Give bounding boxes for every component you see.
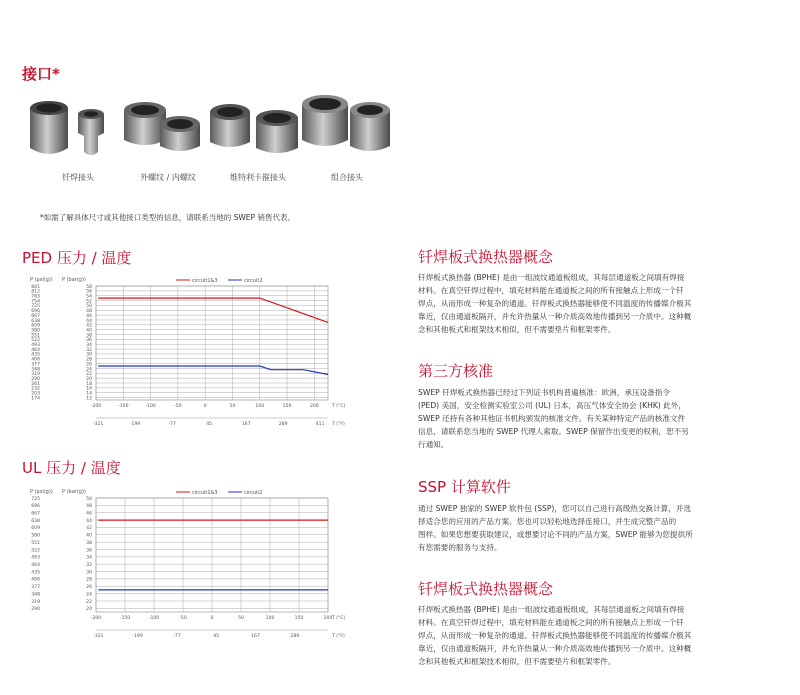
x-tick-f: 289: [290, 634, 300, 639]
right-axis-label: P (bar(g)): [62, 277, 86, 283]
y-tick-bar: 46: [86, 313, 92, 319]
right-axis-label: P (bar(g)): [62, 489, 86, 495]
x-tick-c: -50: [174, 404, 182, 409]
section-body: [418, 386, 783, 451]
x-tick-f: 45: [213, 634, 220, 639]
y-tick-psi: 493: [31, 555, 40, 561]
y-tick-bar: 26: [86, 585, 92, 591]
x-tick-f: -77: [173, 634, 181, 639]
x-tick-c: 150: [294, 616, 304, 621]
legend-label: circuit2: [244, 490, 263, 496]
x-tick-f: -199: [132, 634, 143, 639]
y-tick-bar: 42: [86, 526, 92, 532]
x-tick-c: 50: [238, 616, 244, 621]
y-tick-psi: 348: [31, 367, 40, 373]
combination-connection-icon: [298, 86, 398, 166]
y-tick-bar: 48: [86, 504, 92, 510]
y-tick-bar: 12: [86, 396, 92, 402]
y-tick-bar: 22: [86, 599, 92, 605]
section-line: 材料。在真空钎焊过程中，填充材料能在通道板之间的所有接触点上形成一个钎: [418, 286, 684, 295]
x-tick-f: -321: [93, 634, 104, 639]
section-line: 钎焊板式换热器 (BPHE) 是由一组波纹通道板组成，其每层通道板之间填有焊接: [418, 273, 685, 282]
x-tick-c: 200: [309, 404, 319, 409]
section-body: [418, 603, 783, 668]
section-line: 靠近，仅由通道板隔开，并允许热量从一种介质高效地传播到另一介质中。这种概: [418, 312, 692, 321]
y-tick-bar: 44: [86, 318, 92, 324]
y-tick-psi: 638: [31, 518, 40, 524]
x-tick-f: 167: [251, 634, 260, 639]
y-tick-psi: 290: [31, 607, 40, 613]
x-label-bottom: T (°F): [332, 422, 345, 427]
section-title: 钎焊板式换热器概念: [418, 580, 554, 598]
y-tick-psi: 232: [31, 386, 40, 392]
ped-chart: [28, 272, 348, 428]
y-tick-bar: 36: [86, 338, 92, 344]
y-tick-bar: 18: [86, 381, 92, 387]
y-tick-bar: 46: [86, 511, 92, 517]
section-body: [418, 271, 783, 336]
y-tick-psi: 812: [31, 289, 40, 295]
y-tick-psi: 203: [31, 391, 40, 397]
ul-chart: [28, 484, 348, 640]
x-tick-f: -199: [129, 422, 141, 427]
section-line: (PED) 美国，安全检测实验室公司 (UL) 日本，高压气体安全协会 (KHK) 此外，: [418, 401, 686, 410]
y-tick-psi: 667: [31, 511, 40, 517]
x-label-top: T (°C): [332, 616, 346, 621]
section-line: 材料。在真空钎焊过程中，填充材料能在通道板之间的所有接触点上形成一个钎: [418, 618, 684, 627]
y-tick-psi: 174: [31, 396, 40, 402]
section-line: 念和其他板式和框架技术相似，但不需要垫片和框架零件。: [418, 325, 616, 334]
y-tick-bar: 28: [86, 357, 92, 363]
section-line: 靠近，仅由通道板隔开，并允许热量从一种介质高效地传播到另一介质中。这种概: [418, 644, 692, 653]
section-line: 钎焊板式换热器 (BPHE) 是由一组波纹通道板组成，其每层通道板之间填有焊接: [418, 605, 685, 614]
connection-label: 维特利卡箍接头: [230, 173, 286, 182]
y-tick-bar: 56: [86, 289, 92, 295]
y-tick-bar: 58: [86, 284, 92, 290]
y-tick-bar: 32: [86, 347, 92, 353]
y-tick-bar: 54: [86, 294, 92, 300]
y-tick-bar: 34: [86, 555, 92, 561]
y-tick-psi: 522: [31, 338, 40, 344]
y-tick-psi: 261: [31, 381, 40, 387]
y-tick-bar: 30: [86, 352, 92, 358]
ul-chart-title: UL 压力 / 温度: [22, 459, 121, 477]
y-tick-psi: 841: [31, 284, 40, 290]
section-body: [418, 502, 783, 554]
y-tick-bar: 38: [86, 540, 92, 546]
y-tick-bar: 42: [86, 323, 92, 329]
y-tick-bar: 24: [86, 367, 92, 373]
y-tick-psi: 783: [31, 294, 40, 300]
section-line: 择适合您的应用的产品方案。您也可以轻松地选择连接口，并生成完整产品的: [418, 517, 677, 526]
x-tick-c: 200: [323, 616, 333, 621]
y-tick-psi: 493: [31, 343, 40, 349]
legend-label: circuit1&3: [192, 278, 218, 284]
x-tick-f: 411: [315, 422, 325, 427]
y-tick-psi: 319: [31, 599, 40, 605]
section-title: 第三方核准: [418, 362, 494, 380]
y-tick-psi: 580: [31, 533, 40, 539]
connections-title: 接口*: [22, 65, 60, 83]
y-tick-psi: 377: [31, 585, 40, 591]
section-line: 图样。如果您想要获取建议，或想要讨论不同的产品方案，SWEP 能够为您提供所: [418, 530, 693, 539]
section-line: 焊点，从而形成一种复杂的通道。钎焊板式换热器能够使不同温度的传播媒介极其: [418, 631, 692, 640]
y-tick-bar: 50: [86, 496, 92, 502]
y-tick-bar: 20: [86, 607, 92, 613]
x-tick-c: -150: [119, 616, 131, 621]
y-tick-psi: 551: [31, 333, 40, 339]
y-tick-bar: 50: [86, 304, 92, 310]
y-tick-psi: 290: [31, 376, 40, 382]
y-tick-psi: 406: [31, 577, 40, 583]
y-tick-psi: 435: [31, 570, 40, 576]
y-tick-bar: 20: [86, 376, 92, 382]
section-line: SWEP 还持有各种其他证书机构颁发的核准文件。有关某种特定产品的核准文件: [418, 414, 686, 423]
connection-label: 组合接头: [331, 173, 363, 182]
x-tick-c: 100: [255, 404, 265, 409]
section-line: SWEP 钎焊板式换热器已经过下列证书机构普遍核准：欧洲，承压设备指令: [418, 388, 670, 397]
y-tick-bar: 24: [86, 592, 92, 598]
left-axis-label: P (psi(g)): [30, 489, 53, 495]
y-tick-psi: 638: [31, 318, 40, 324]
section-line: 念和其他板式和框架技术相似，但不需要垫片和框架零件。: [418, 657, 616, 666]
section-line: 焊点，从而形成一种复杂的通道。钎焊板式换热器能够使不同温度的传播媒介极其: [418, 299, 692, 308]
victaulic-connection-icon: [206, 88, 306, 168]
x-tick-c: -100: [148, 616, 160, 621]
left-axis-label: P (psi(g)): [30, 277, 53, 283]
legend-label: circuit2: [244, 278, 263, 284]
y-tick-bar: 34: [86, 343, 92, 349]
y-tick-bar: 26: [86, 362, 92, 368]
y-tick-bar: 22: [86, 372, 92, 378]
y-tick-psi: 406: [31, 357, 40, 363]
y-tick-bar: 28: [86, 577, 92, 583]
y-tick-psi: 348: [31, 592, 40, 598]
section-line: 有您需要的服务与支持。: [418, 543, 502, 552]
legend-label: circuit1&3: [192, 490, 218, 496]
x-tick-c: -100: [145, 404, 156, 409]
y-tick-psi: 377: [31, 362, 40, 368]
x-tick-f: -77: [168, 422, 176, 427]
y-tick-bar: 40: [86, 533, 92, 539]
x-label-bottom: T (°F): [332, 634, 345, 639]
y-tick-psi: 696: [31, 504, 40, 510]
y-tick-psi: 319: [31, 372, 40, 378]
connection-label: 外螺纹 / 内螺纹: [140, 173, 196, 182]
y-tick-bar: 40: [86, 328, 92, 334]
section-title: SSP 计算软件: [418, 478, 511, 496]
section-line: 通过 SWEP 独家的 SWEP 软件包 (SSP)，您可以自己进行高级热交换计算，并选: [418, 504, 692, 513]
y-tick-bar: 36: [86, 548, 92, 554]
section-line: 信息，请联系您当地的 SWEP 代理人索取。SWEP 保留作出变更的权利，恕不另: [418, 427, 689, 436]
x-tick-f: 289: [278, 422, 288, 427]
x-tick-f: 45: [206, 422, 213, 427]
y-tick-psi: 754: [31, 299, 40, 305]
y-tick-psi: 580: [31, 328, 40, 334]
y-tick-psi: 609: [31, 526, 40, 532]
y-tick-psi: 696: [31, 309, 40, 315]
x-tick-c: 100: [265, 616, 275, 621]
x-tick-c: 0: [203, 404, 207, 409]
y-tick-psi: 551: [31, 540, 40, 546]
x-tick-c: -50: [179, 616, 187, 621]
connection-label: 钎焊接头: [62, 173, 94, 182]
x-tick-c: -200: [90, 404, 102, 409]
y-tick-bar: 44: [86, 518, 92, 524]
threaded-connection-icon: [120, 88, 210, 168]
y-tick-bar: 48: [86, 309, 92, 315]
x-tick-c: 50: [229, 404, 236, 409]
x-tick-f: -321: [92, 422, 104, 427]
y-tick-psi: 464: [31, 562, 40, 568]
y-tick-bar: 32: [86, 562, 92, 568]
y-tick-bar: 38: [86, 333, 92, 339]
y-tick-psi: 667: [31, 313, 40, 319]
connections-note: *如需了解具体尺寸或其他接口类型的信息，请联系当地的 SWEP 销售代表。: [40, 213, 295, 222]
ped-chart-title: PED 压力 / 温度: [22, 249, 132, 267]
section-line: 行通知。: [418, 440, 449, 449]
x-tick-c: 150: [282, 404, 292, 409]
y-tick-psi: 464: [31, 347, 40, 353]
x-tick-c: 0: [210, 616, 214, 621]
y-tick-psi: 725: [31, 304, 40, 310]
y-tick-psi: 725: [31, 496, 40, 502]
x-tick-c: -200: [90, 616, 102, 621]
y-tick-psi: 435: [31, 352, 40, 358]
y-tick-bar: 30: [86, 570, 92, 576]
y-tick-bar: 52: [86, 299, 92, 305]
x-tick-c: -150: [118, 404, 129, 409]
x-tick-f: 167: [241, 422, 251, 427]
y-tick-bar: 16: [86, 386, 92, 392]
y-tick-bar: 14: [86, 391, 92, 397]
x-label-top: T (°C): [332, 404, 346, 409]
section-title: 钎焊板式换热器概念: [418, 248, 554, 266]
y-tick-psi: 522: [31, 548, 40, 554]
y-tick-psi: 609: [31, 323, 40, 329]
